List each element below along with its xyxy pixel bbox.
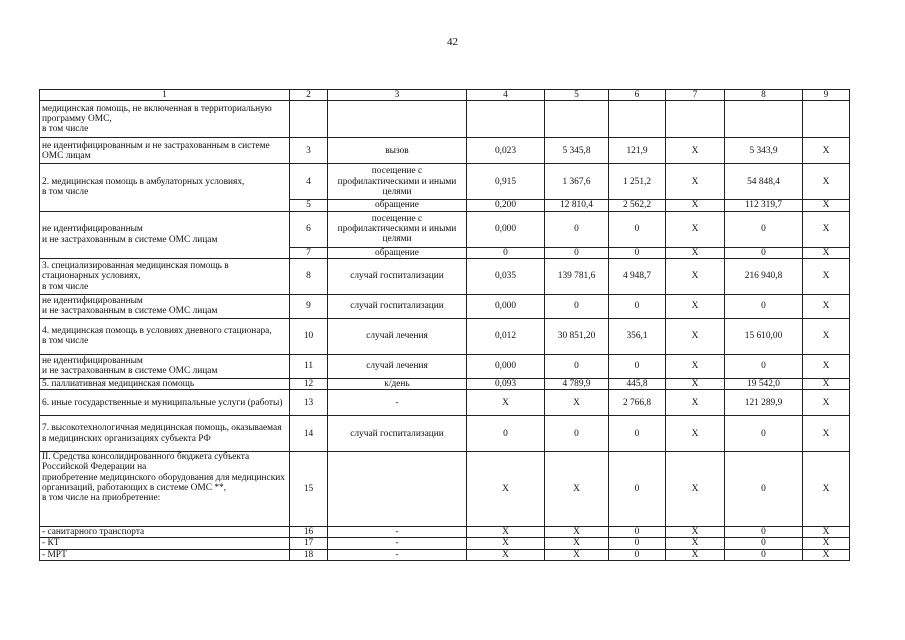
cell-col6: X	[666, 390, 725, 416]
cell-col5: 356,1	[609, 318, 666, 354]
cell-col7	[725, 101, 803, 138]
cell-col8: X	[803, 354, 850, 378]
cell-col3: 0,093	[467, 378, 545, 389]
cell-col7: 121 289,9	[725, 390, 803, 416]
cell-col8: X	[803, 538, 850, 549]
table-row	[40, 452, 850, 527]
cell-col4: 4 789,9	[545, 378, 609, 389]
table-row	[40, 258, 850, 294]
column-header: 1	[40, 90, 290, 101]
cell-col7: 0	[725, 452, 803, 527]
cell-col8: X	[803, 416, 850, 452]
column-header: 9	[803, 90, 850, 101]
cell-col5: 445,8	[609, 378, 666, 389]
cell-col6: X	[666, 258, 725, 294]
cell-line-number: 3	[290, 138, 328, 164]
column-header: 7	[666, 90, 725, 101]
cell-line-number: 9	[290, 294, 328, 318]
cell-unit	[328, 452, 467, 527]
row-name: не идентифицированным и не застрахованным в системе ОМС лицам	[40, 354, 290, 378]
cell-col3: X	[467, 538, 545, 549]
cell-col5: 121,9	[609, 138, 666, 164]
cell-col4: X	[545, 452, 609, 527]
data-table	[39, 89, 850, 561]
cell-col8: X	[803, 452, 850, 527]
cell-col8: X	[803, 164, 850, 200]
cell-col3	[467, 101, 545, 138]
cell-col5: 0	[609, 416, 666, 452]
cell-col8: X	[803, 527, 850, 538]
cell-col5: 0	[609, 538, 666, 549]
cell-line-number: 14	[290, 416, 328, 452]
cell-col5: 2 766,8	[609, 390, 666, 416]
cell-col8: X	[803, 294, 850, 318]
cell-line-number: 11	[290, 354, 328, 378]
cell-unit: вызов	[328, 138, 467, 164]
row-name: не идентифицированным и не застрахованным в системе ОМС лицам	[40, 211, 290, 258]
table-header-row	[40, 90, 850, 101]
table-row	[40, 294, 850, 318]
cell-col8: X	[803, 378, 850, 389]
table-row	[40, 549, 850, 560]
cell-col4: X	[545, 549, 609, 560]
cell-col8: X	[803, 318, 850, 354]
cell-col7: 0	[725, 294, 803, 318]
cell-line-number: 15	[290, 452, 328, 527]
cell-col4: 139 781,6	[545, 258, 609, 294]
cell-col6: X	[666, 211, 725, 247]
cell-col8: X	[803, 200, 850, 211]
cell-unit: случай госпитализации	[328, 294, 467, 318]
cell-col5: 0	[609, 452, 666, 527]
cell-col8: X	[803, 211, 850, 247]
cell-col6: X	[666, 354, 725, 378]
row-name: 6. иные государственные и муниципальные услуги (работы)	[40, 390, 290, 416]
cell-col6: X	[666, 294, 725, 318]
cell-col6: X	[666, 318, 725, 354]
cell-col6: X	[666, 164, 725, 200]
column-header: 2	[290, 90, 328, 101]
cell-col7: 0	[725, 247, 803, 258]
cell-col4: 5 345,8	[545, 138, 609, 164]
cell-col7: 15 610,00	[725, 318, 803, 354]
cell-col5: 0	[609, 527, 666, 538]
cell-line-number	[290, 101, 328, 138]
cell-col6: X	[666, 247, 725, 258]
table-row	[40, 378, 850, 389]
cell-col8	[803, 101, 850, 138]
cell-unit: случай госпитализации	[328, 416, 467, 452]
cell-col3: X	[467, 452, 545, 527]
cell-col3: 0,000	[467, 294, 545, 318]
table-row	[40, 318, 850, 354]
cell-col5: 0	[609, 549, 666, 560]
cell-line-number: 6	[290, 211, 328, 247]
cell-col5: 2 562,2	[609, 200, 666, 211]
cell-col3: 0,000	[467, 211, 545, 247]
cell-col3: 0	[467, 247, 545, 258]
cell-col8: X	[803, 138, 850, 164]
cell-col5: 4 948,7	[609, 258, 666, 294]
cell-col5: 0	[609, 247, 666, 258]
cell-col7: 112 319,7	[725, 200, 803, 211]
cell-unit: случай госпитализации	[328, 258, 467, 294]
cell-col5: 0	[609, 211, 666, 247]
cell-col4: 0	[545, 294, 609, 318]
cell-col3: X	[467, 390, 545, 416]
cell-col4: X	[545, 538, 609, 549]
cell-unit: -	[328, 549, 467, 560]
cell-col7: 216 940,8	[725, 258, 803, 294]
cell-col7: 0	[725, 416, 803, 452]
cell-line-number: 4	[290, 164, 328, 200]
cell-col5: 0	[609, 294, 666, 318]
cell-unit: к/день	[328, 378, 467, 389]
row-name: 4. медицинская помощь в условиях дневного стационара, в том числе	[40, 318, 290, 354]
page-number: 42	[447, 36, 458, 48]
cell-line-number: 13	[290, 390, 328, 416]
table-row	[40, 164, 850, 200]
cell-col3: 0,200	[467, 200, 545, 211]
table-row	[40, 390, 850, 416]
cell-col6: X	[666, 549, 725, 560]
row-name: медицинская помощь, не включенная в территориальную программу ОМС, в том числе	[40, 101, 290, 138]
cell-col4: 30 851,20	[545, 318, 609, 354]
cell-unit: -	[328, 527, 467, 538]
cell-col7: 0	[725, 549, 803, 560]
cell-line-number: 17	[290, 538, 328, 549]
cell-col3: 0,012	[467, 318, 545, 354]
cell-col4: X	[545, 527, 609, 538]
cell-col6: X	[666, 200, 725, 211]
column-header: 6	[609, 90, 666, 101]
cell-col3: 0,915	[467, 164, 545, 200]
cell-unit: посещение с профилактическими и иными целями	[328, 211, 467, 247]
cell-col7: 54 848,4	[725, 164, 803, 200]
row-name: - санитарного транспорта	[40, 527, 290, 538]
cell-col3: 0,000	[467, 354, 545, 378]
cell-unit: обращение	[328, 200, 467, 211]
row-name: II. Средства консолидированного бюджета субъекта Российской Федерации на приобретение медицинского оборудования для медицинских организаций, работающих в системе ОМС **, в том числе на приобретение:	[40, 452, 290, 527]
cell-unit: случай лечения	[328, 318, 467, 354]
table-row	[40, 538, 850, 549]
cell-col6: X	[666, 138, 725, 164]
cell-unit: -	[328, 390, 467, 416]
table-row	[40, 527, 850, 538]
cell-line-number: 12	[290, 378, 328, 389]
cell-col4: 12 810,4	[545, 200, 609, 211]
cell-line-number: 7	[290, 247, 328, 258]
cell-col6	[666, 101, 725, 138]
cell-col6: X	[666, 452, 725, 527]
cell-col3: 0,023	[467, 138, 545, 164]
cell-col7: 19 542,0	[725, 378, 803, 389]
table-row	[40, 138, 850, 164]
cell-col4: 0	[545, 247, 609, 258]
row-name: - КТ	[40, 538, 290, 549]
cell-col8: X	[803, 258, 850, 294]
cell-unit: обращение	[328, 247, 467, 258]
cell-col7: 5 343,9	[725, 138, 803, 164]
cell-col7: 0	[725, 354, 803, 378]
cell-line-number: 10	[290, 318, 328, 354]
cell-col4: 0	[545, 354, 609, 378]
cell-unit: посещение с профилактическими и иными целями	[328, 164, 467, 200]
table-row	[40, 211, 850, 247]
row-name: 2. медицинская помощь в амбулаторных условиях, в том числе	[40, 164, 290, 211]
cell-col6: X	[666, 527, 725, 538]
cell-col7: 0	[725, 211, 803, 247]
cell-col4: 0	[545, 416, 609, 452]
cell-col6: X	[666, 538, 725, 549]
cell-col3: 0,035	[467, 258, 545, 294]
cell-col4: 1 367,6	[545, 164, 609, 200]
cell-col4: X	[545, 390, 609, 416]
cell-col6: X	[666, 378, 725, 389]
cell-col8: X	[803, 247, 850, 258]
cell-col5: 1 251,2	[609, 164, 666, 200]
cell-unit	[328, 101, 467, 138]
cell-col4: 0	[545, 211, 609, 247]
row-name: - МРТ	[40, 549, 290, 560]
cell-col5: 0	[609, 354, 666, 378]
cell-col7: 0	[725, 538, 803, 549]
cell-col6: X	[666, 416, 725, 452]
cell-line-number: 8	[290, 258, 328, 294]
cell-line-number: 16	[290, 527, 328, 538]
cell-line-number: 5	[290, 200, 328, 211]
cell-line-number: 18	[290, 549, 328, 560]
cell-col8: X	[803, 549, 850, 560]
row-name: 7. высокотехнологичная медицинская помощь, оказываемая в медицинских организациях субъекта РФ	[40, 416, 290, 452]
cell-col3: 0	[467, 416, 545, 452]
cell-col5	[609, 101, 666, 138]
cell-col3: X	[467, 527, 545, 538]
cell-col8: X	[803, 390, 850, 416]
column-header: 4	[467, 90, 545, 101]
row-name: 5. паллиативная медицинская помощь	[40, 378, 290, 389]
table-row	[40, 354, 850, 378]
cell-unit: случай лечения	[328, 354, 467, 378]
table-row	[40, 101, 850, 138]
column-header: 3	[328, 90, 467, 101]
row-name: не идентифицированным и не застрахованным в системе ОМС лицам	[40, 138, 290, 164]
cell-col3: X	[467, 549, 545, 560]
row-name: не идентифицированным и не застрахованным в системе ОМС лицам	[40, 294, 290, 318]
table-row	[40, 416, 850, 452]
column-header: 8	[725, 90, 803, 101]
column-header: 5	[545, 90, 609, 101]
cell-unit: -	[328, 538, 467, 549]
cell-col7: 0	[725, 527, 803, 538]
row-name: 3. специализированная медицинская помощь в стационарных условиях, в том числе	[40, 258, 290, 294]
cell-col4	[545, 101, 609, 138]
